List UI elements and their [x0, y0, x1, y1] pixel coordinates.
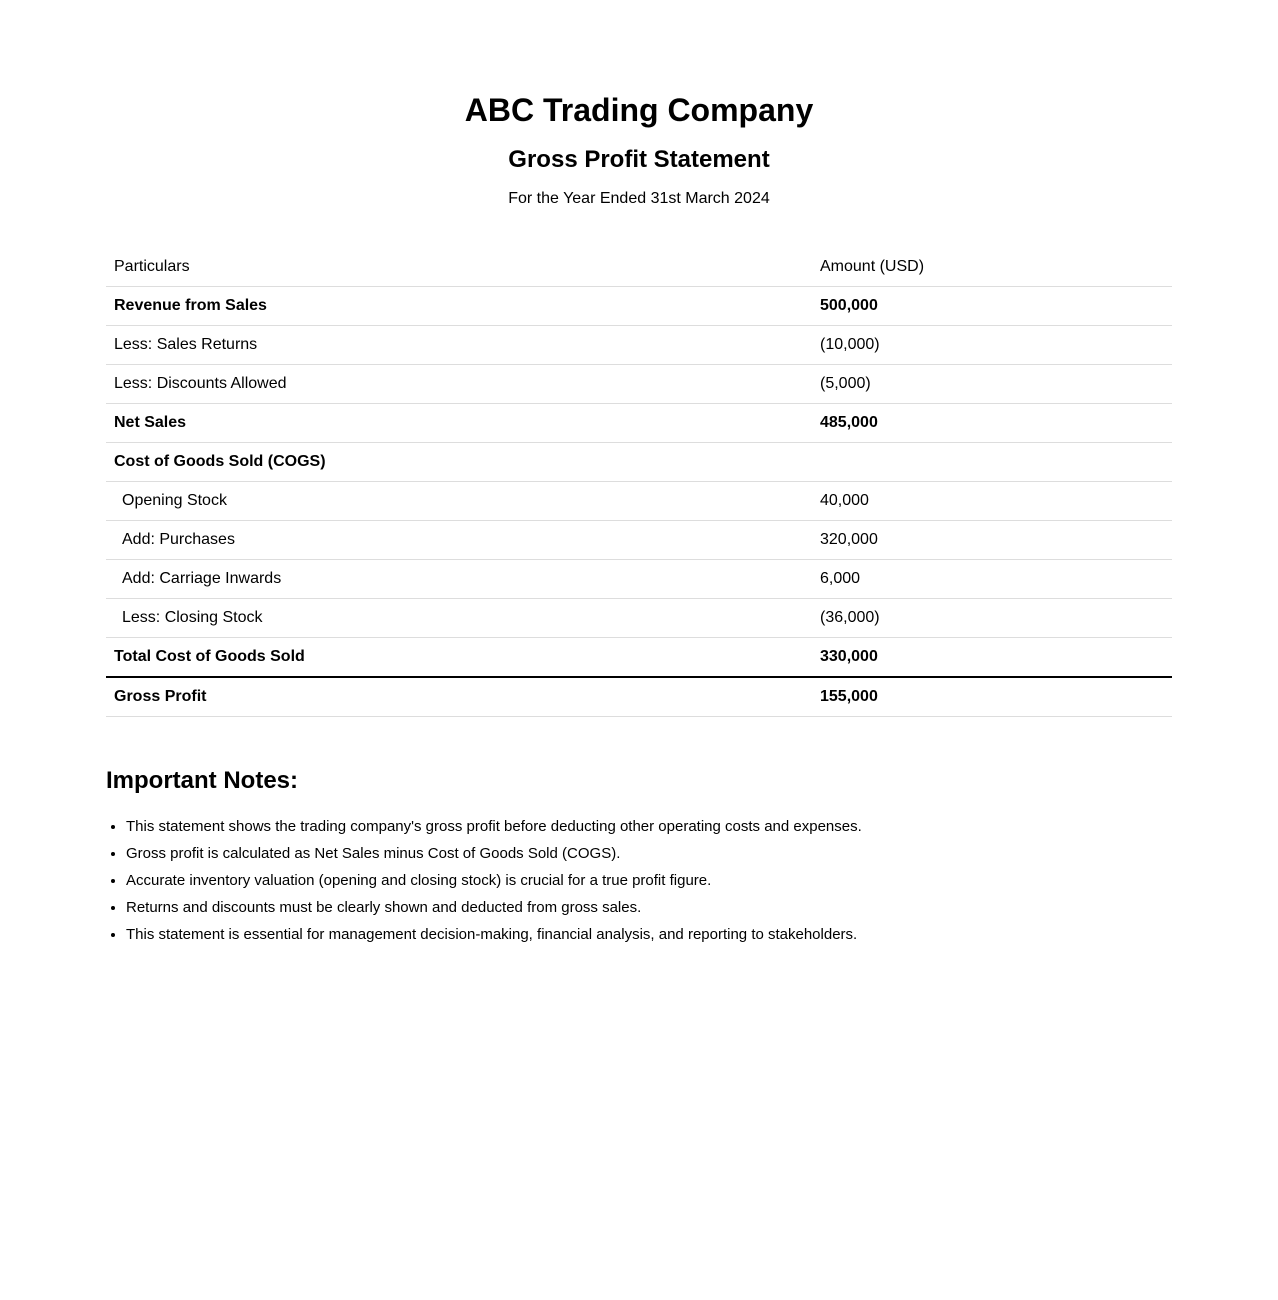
- row-label: Less: Discounts Allowed: [106, 365, 812, 404]
- note-item: • Returns and discounts must be clearly shown and deducted from gross sales.: [126, 894, 1172, 921]
- company-name: ABC Trading Company: [464, 92, 814, 128]
- header-particulars: Particulars: [106, 248, 812, 287]
- row-label: Revenue from Sales: [106, 287, 812, 326]
- row-label: Total Cost of Goods Sold: [106, 638, 812, 678]
- row-amount: 155,000: [812, 677, 1172, 717]
- row-amount: (5,000): [812, 365, 1172, 404]
- row-amount: 485,000: [812, 404, 1172, 443]
- table-header-row: [106, 248, 1172, 287]
- row-label: Opening Stock: [106, 482, 812, 521]
- table-row: [106, 287, 1172, 326]
- note-item: • This statement is essential for management decision-making, financial analysis, and reporting to stakeholders.: [126, 921, 1172, 948]
- table-row: [106, 482, 1172, 521]
- row-label: Less: Sales Returns: [106, 326, 812, 365]
- table-row: [106, 326, 1172, 365]
- table-row: [106, 638, 1172, 678]
- table-row: [106, 677, 1172, 717]
- row-amount: 330,000: [812, 638, 1172, 678]
- table-row: [106, 521, 1172, 560]
- row-amount: (10,000): [812, 326, 1172, 365]
- row-amount: [812, 443, 1172, 482]
- row-amount: (36,000): [812, 599, 1172, 638]
- table-row: [106, 443, 1172, 482]
- row-label: Less: Closing Stock: [106, 599, 812, 638]
- row-amount: 500,000: [812, 287, 1172, 326]
- row-label: Add: Carriage Inwards: [106, 560, 812, 599]
- statement-page: [106, 0, 1172, 948]
- note-item: • Accurate inventory valuation (opening and closing stock) is crucial for a true profit figure.: [126, 867, 1172, 894]
- row-amount: 6,000: [812, 560, 1172, 599]
- notes-heading: Important Notes:: [106, 767, 298, 794]
- table-row: [106, 560, 1172, 599]
- table-row: [106, 365, 1172, 404]
- row-label: Cost of Goods Sold (COGS): [106, 443, 812, 482]
- row-label: Gross Profit: [106, 677, 812, 717]
- notes-list: [106, 813, 1172, 948]
- row-amount: 40,000: [812, 482, 1172, 521]
- row-amount: 320,000: [812, 521, 1172, 560]
- note-item: • Gross profit is calculated as Net Sales minus Cost of Goods Sold (COGS).: [126, 840, 1172, 867]
- statement-title: Gross Profit Statement: [508, 146, 770, 173]
- row-label: Net Sales: [106, 404, 812, 443]
- table-row: [106, 599, 1172, 638]
- note-item: • This statement shows the trading company's gross profit before deducting other operating costs and expenses.: [126, 813, 1172, 840]
- table-row: [106, 404, 1172, 443]
- statement-period: For the Year Ended 31st March 2024: [508, 190, 770, 207]
- header-amount: Amount (USD): [812, 248, 1172, 287]
- row-label: Add: Purchases: [106, 521, 812, 560]
- gross-profit-table: [106, 248, 1172, 717]
